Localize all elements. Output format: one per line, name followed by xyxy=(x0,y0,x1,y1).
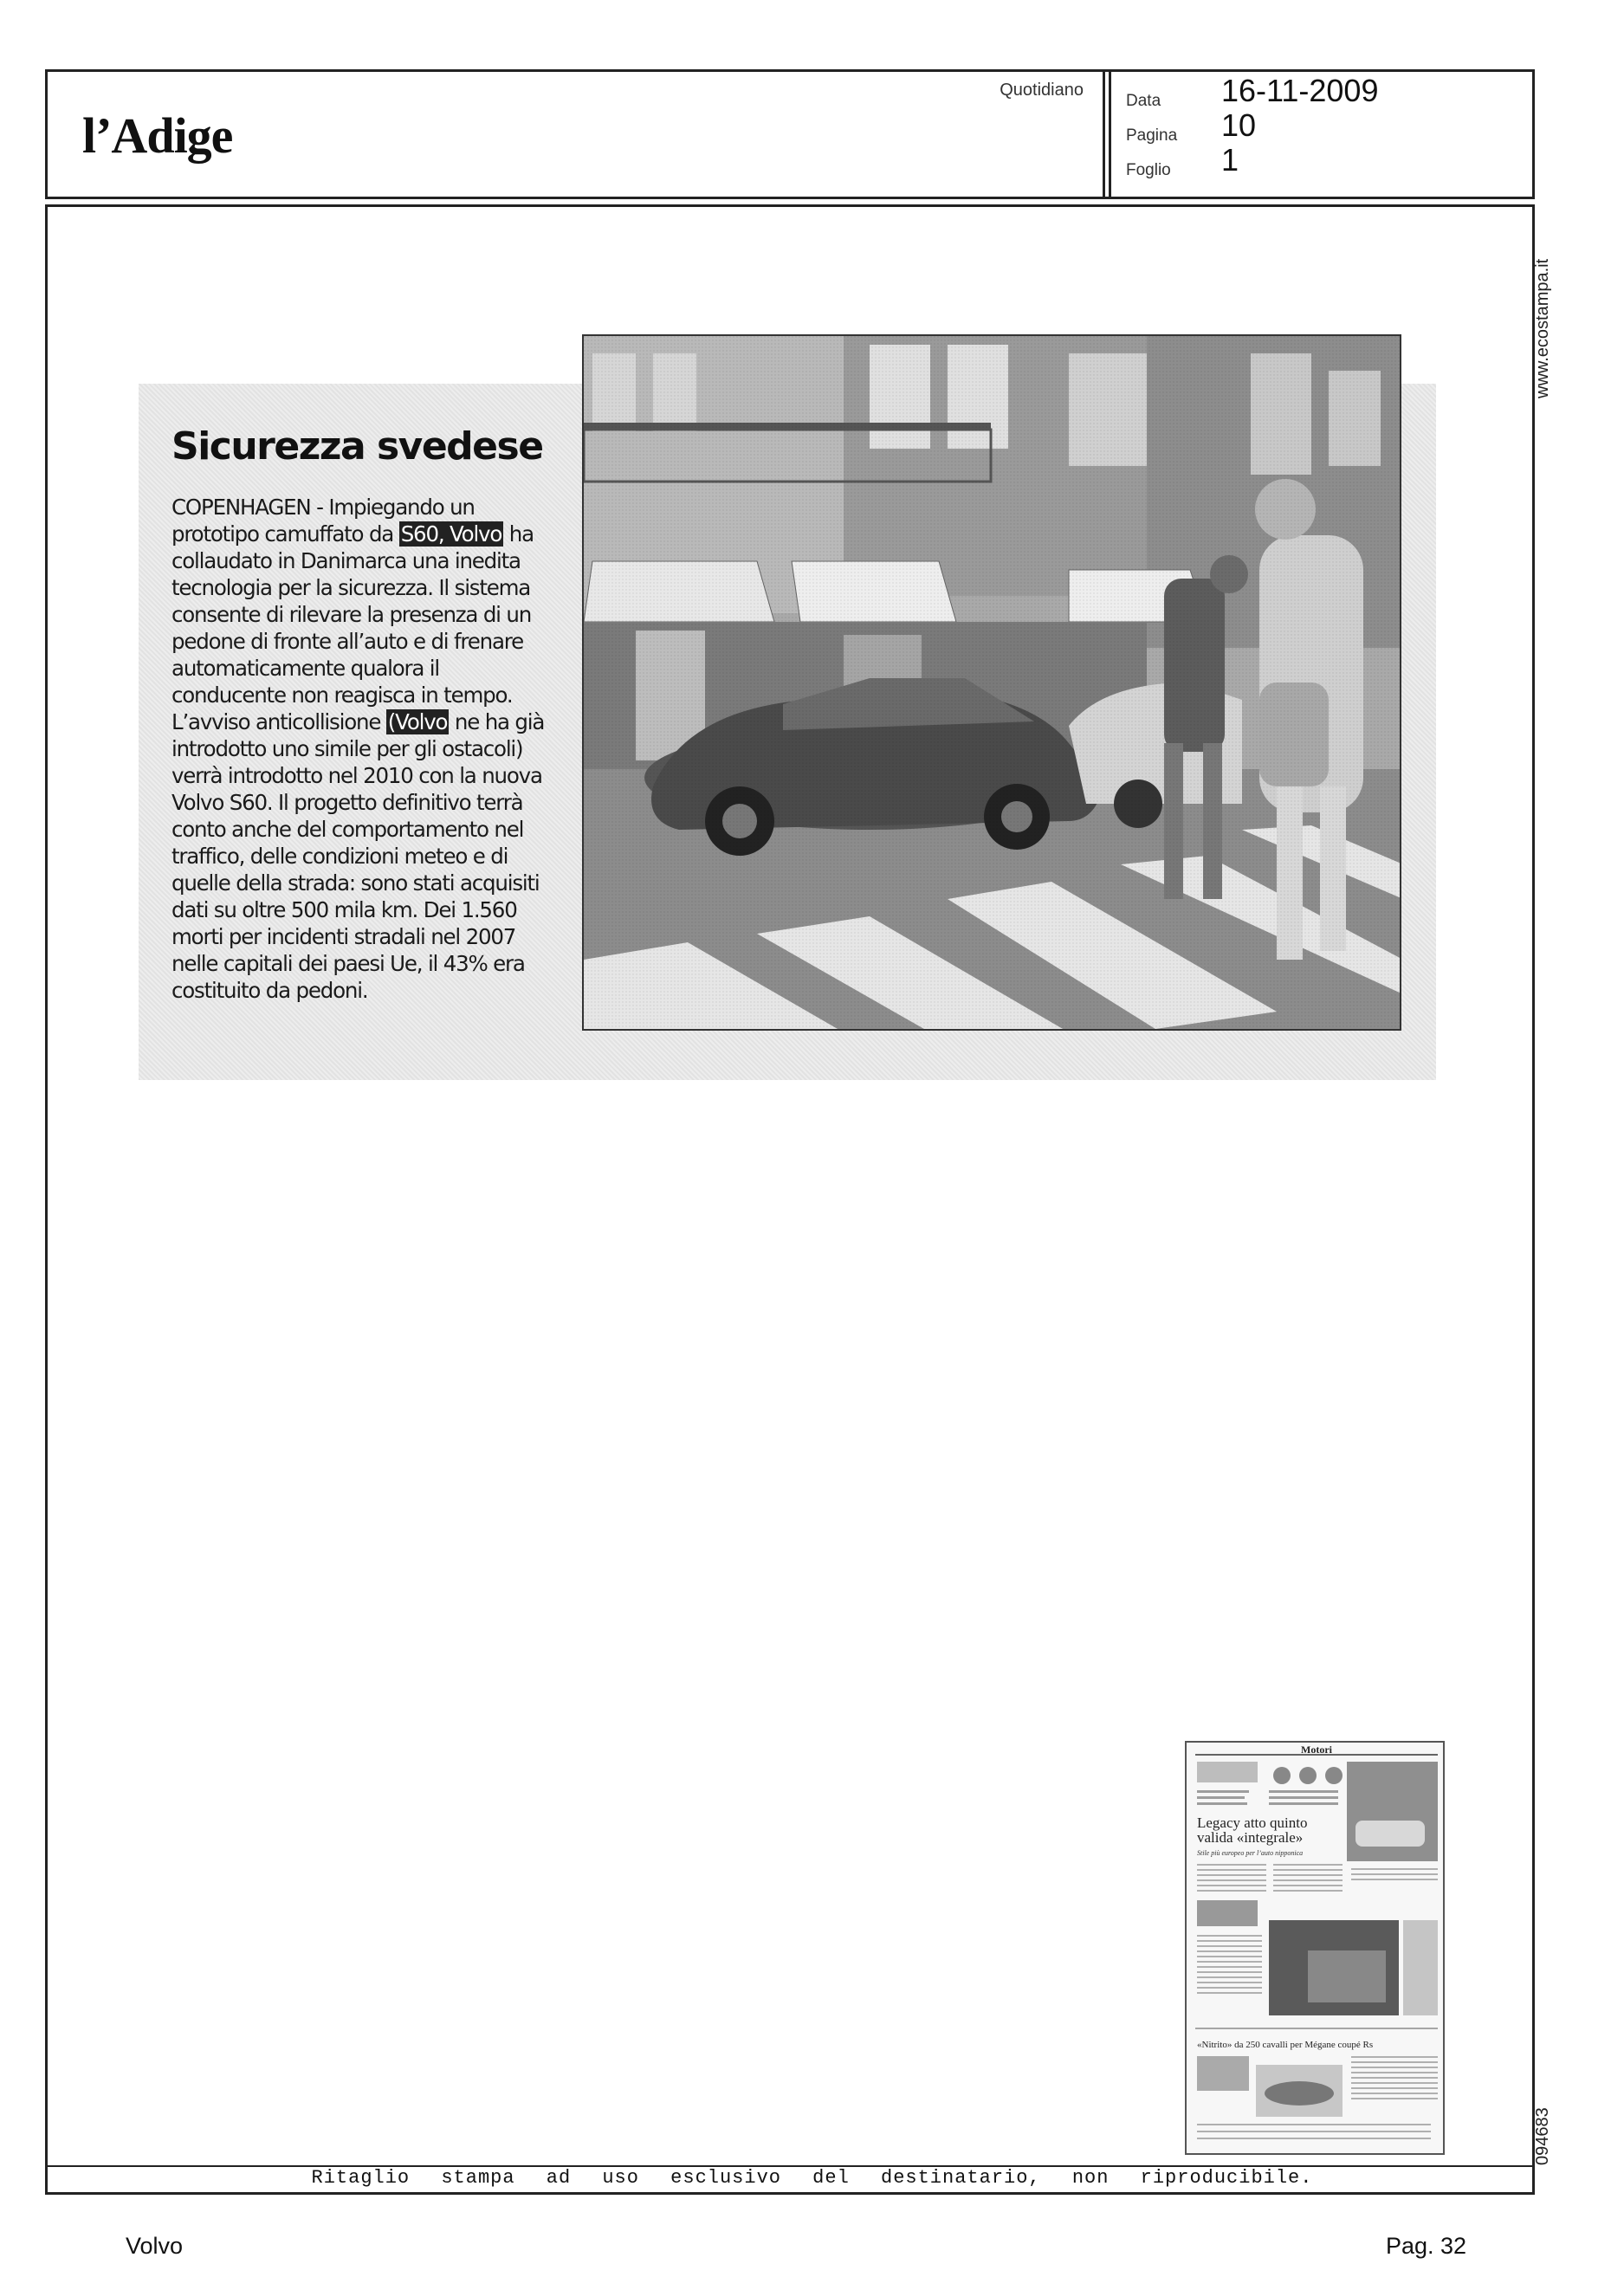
meta-value-data: 16-11-2009 xyxy=(1221,73,1379,108)
meta-value-foglio: 1 xyxy=(1221,142,1239,178)
header-divider xyxy=(1103,72,1111,197)
footer-page-number: Pag. 32 xyxy=(1386,2233,1467,2259)
thumbnail-section: Motori xyxy=(1301,1743,1332,1756)
meta-label-foglio: Foglio xyxy=(1126,161,1171,179)
article-photo xyxy=(582,334,1401,1031)
footer-keyword: Volvo xyxy=(126,2233,184,2259)
publication-type: Quotidiano xyxy=(1000,81,1084,100)
highlight-s60-volvo: S60, Volvo xyxy=(400,521,502,547)
highlight-volvo: (Volvo xyxy=(387,709,448,734)
meta-values xyxy=(1221,74,1378,178)
meta-value-pagina: 10 xyxy=(1221,107,1257,143)
thumbnail-headline-2: «Nitrito» da 250 cavalli per Mégane coupé Rs xyxy=(1197,2040,1374,2050)
article-text-3: ne ha già introdotto uno simile per gli ostacoli) verrà introdotto nel 2010 con la nuova Volvo S60. Il progetto definitivo terrà conto anche del comportamento nel traffico, delle condizioni meteo e di quelle della strada: sono stati acquisiti dati su oltre 500 mila km. Dei 1.560 morti per incidenti stradali nel 2007 nelle capitali dei paesi Ue, il 43% era costituito da pedoni. xyxy=(171,709,545,1003)
side-url xyxy=(1533,225,1568,416)
thumbnail-subtitle-1: Stile più europeo per l’auto nipponica xyxy=(1197,1849,1304,1857)
article-text-2: ha collaudato in Danimarca una inedita tecnologia per la sicurezza. Il sistema consente di rilevare la presenza di un pedone di fronte all’auto e di frenare automaticamente qualora il conducente non reagisca in tempo. L’avviso anticollisione xyxy=(171,521,534,734)
thumbnail-headline-1: Legacy atto quinto valida «integrale» xyxy=(1197,1814,1308,1846)
header-box xyxy=(45,69,1535,199)
article-body xyxy=(171,494,553,1004)
thumbnail-svg xyxy=(1187,1743,1445,2155)
source-url: www.ecostampa.it xyxy=(1533,258,1552,398)
article-text-1: COPENHAGEN - Impiegando un prototipo camuffato da xyxy=(171,495,475,547)
meta-labels xyxy=(1126,84,1177,188)
page-thumbnail xyxy=(1185,1741,1445,2155)
meta-label-data: Data xyxy=(1126,92,1161,110)
clipping-code: 094683 xyxy=(1533,2107,1552,2165)
street-scene-image xyxy=(584,336,1401,1031)
side-code xyxy=(1533,2105,1568,2174)
ritaglio-notice: Ritaglio stampa ad uso esclusivo del destinatario, non riproducibile. xyxy=(311,2167,1313,2189)
masthead: l’Adige xyxy=(82,107,233,164)
article-title: Sicurezza svedese xyxy=(171,424,543,469)
meta-label-pagina: Pagina xyxy=(1126,126,1178,145)
